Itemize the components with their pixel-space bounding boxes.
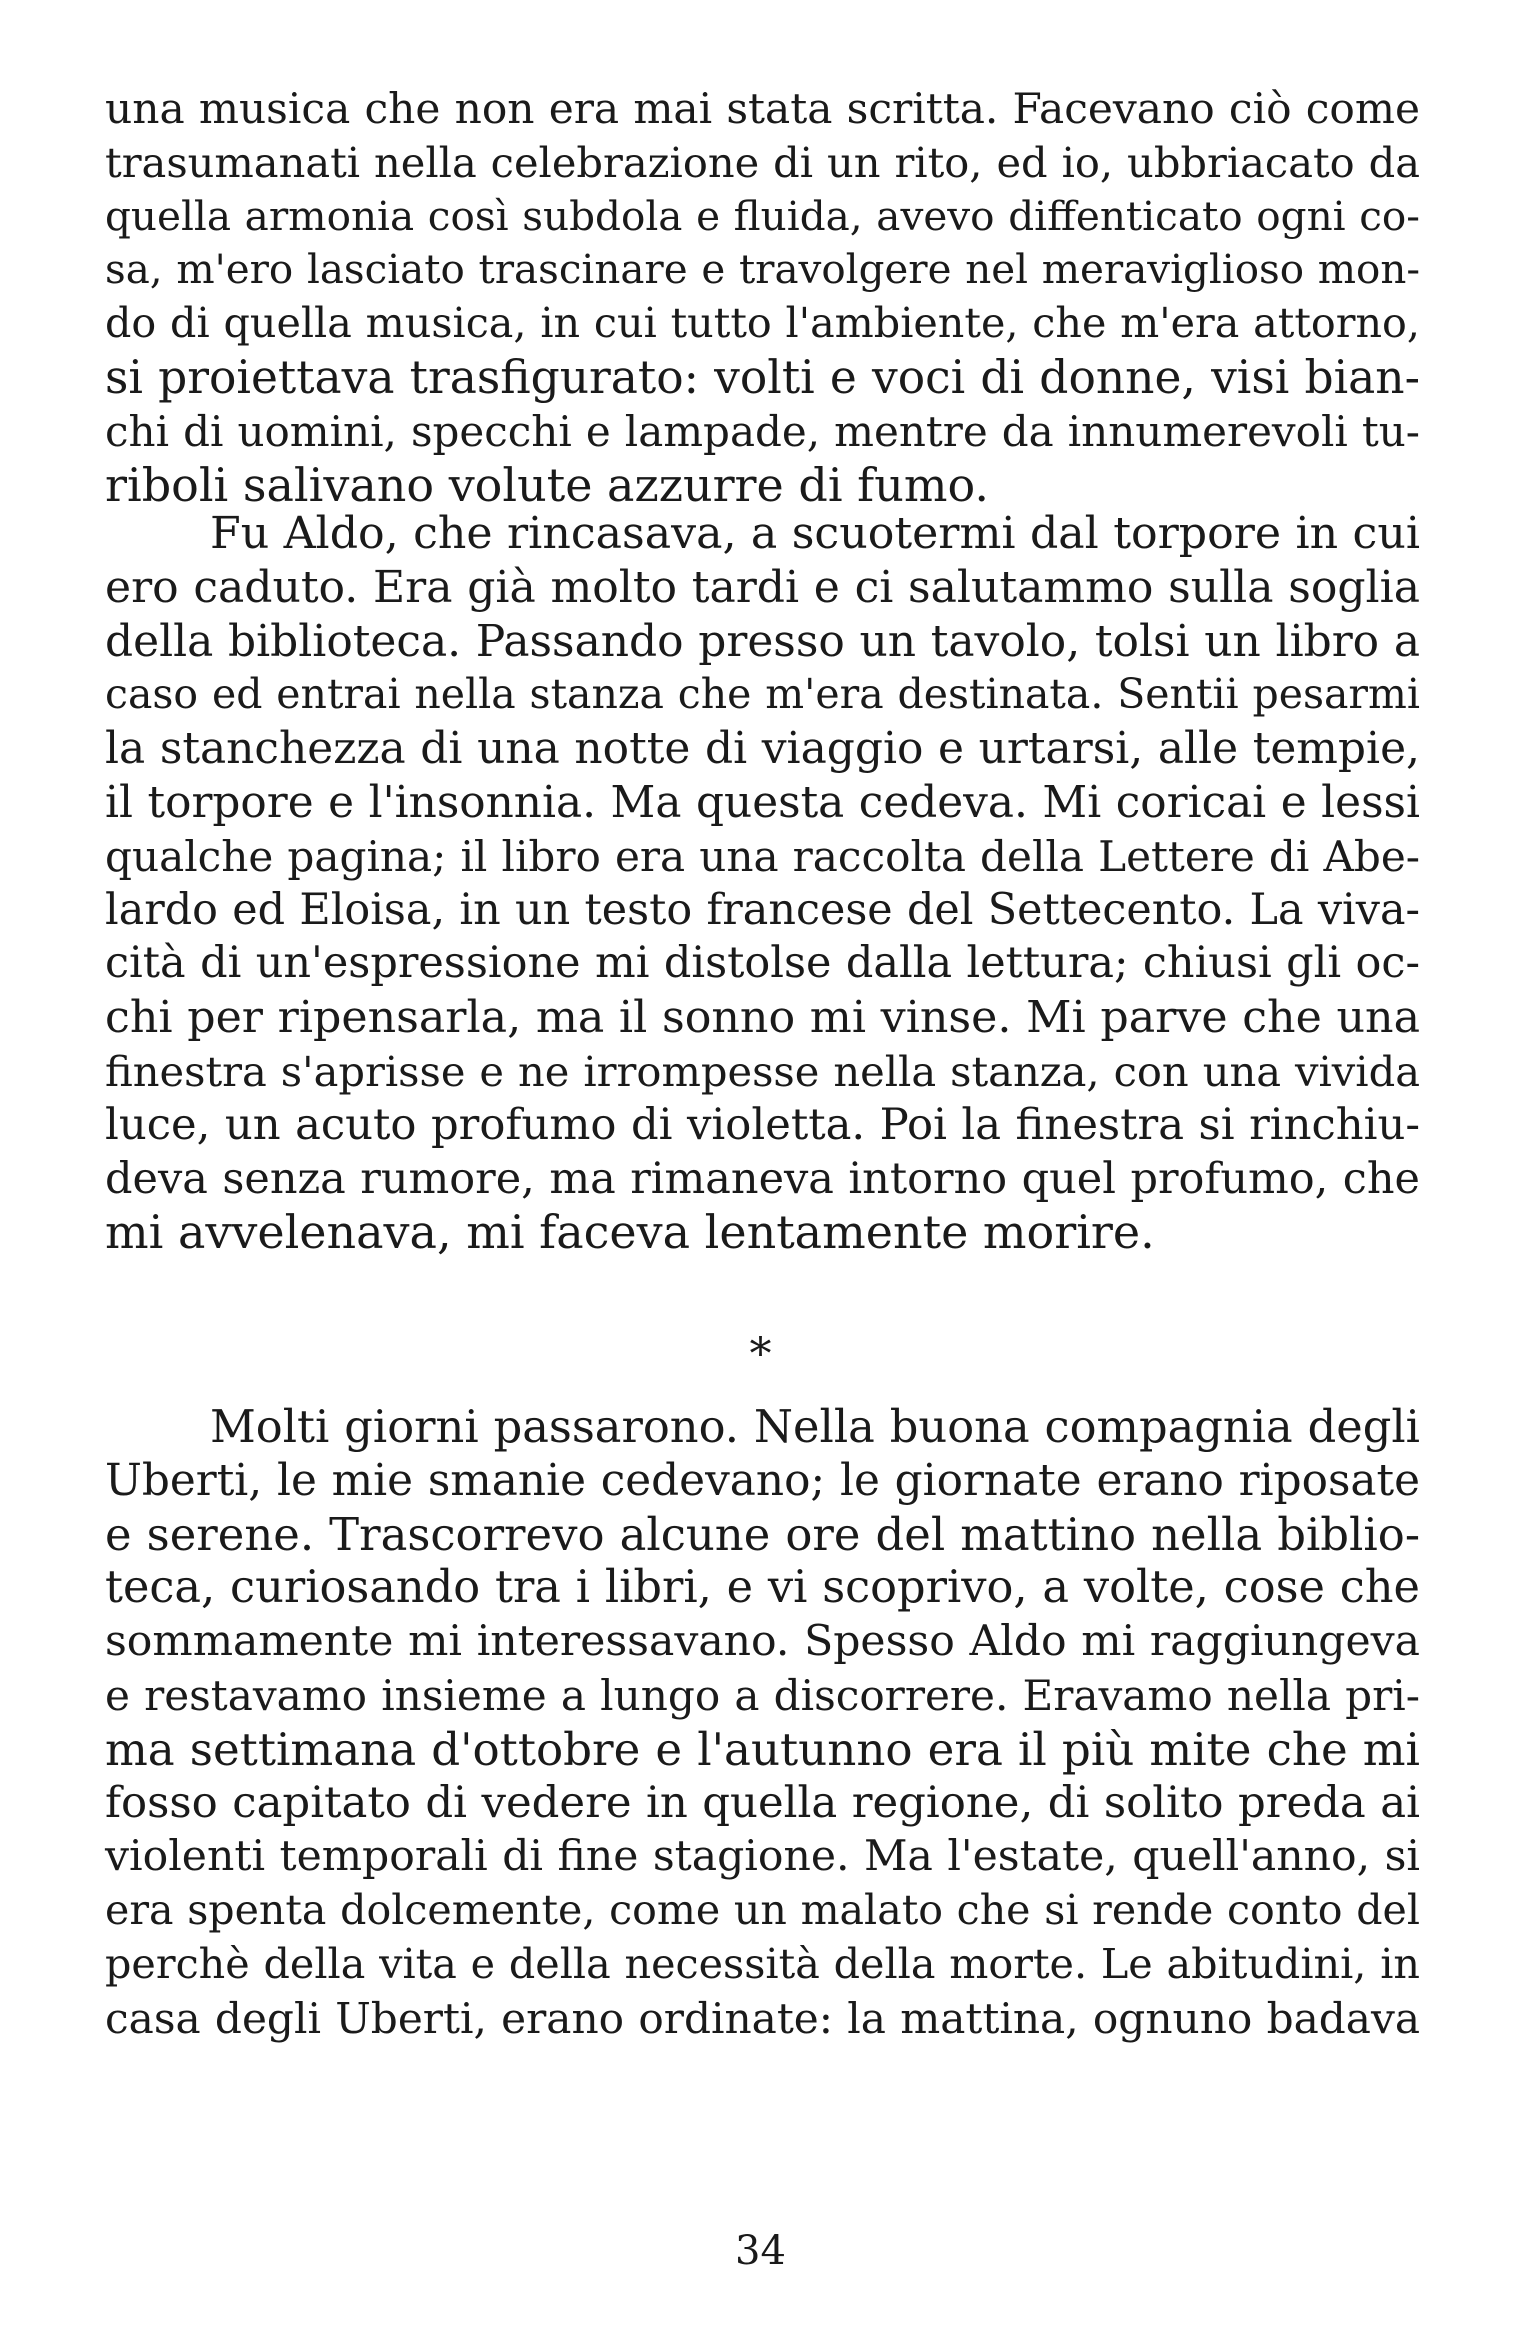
text-line: deva senza rumore, ma rimaneva intorno quel profumo, che	[105, 1153, 1420, 1204]
text-line: mi avvelenava, mi faceva lentamente morire.	[105, 1205, 1155, 1260]
text-line: della biblioteca. Passando presso un tavolo, tolsi un libro a	[105, 615, 1420, 667]
text-line: una musica che non era mai stata scritta. Facevano ciò come	[105, 84, 1420, 133]
text-line: chi di uomini, specchi e lampade, mentre da innumerevoli tu-	[105, 406, 1420, 456]
text-line: e serene. Trascorrevo alcune ore del mattino nella biblio-	[105, 1507, 1420, 1561]
page-number: 34	[735, 2228, 786, 2274]
text-line: lardo ed Eloisa, in un testo francese del Settecento. La viva-	[105, 884, 1420, 935]
text-line: si proiettava trasfigurato: volti e voci di donne, visi bian-	[105, 350, 1420, 404]
text-line: casa degli Uberti, erano ordinate: la mattina, ognuno badava	[105, 1993, 1420, 2043]
paragraph-continuation	[105, 82, 1420, 512]
text-line: la stanchezza di una notte di viaggio e urtarsi, alle tempie,	[105, 723, 1420, 775]
text-line: sommamente mi interessavano. Spesso Aldo mi raggiungeva	[105, 1617, 1420, 1667]
paragraph-molti-giorni	[105, 1400, 1420, 2046]
text-line: finestra s'aprisse e ne irrompesse nella stanza, con una vivida	[105, 1046, 1420, 1096]
text-line: do di quella musica, in cui tutto l'ambiente, che m'era attorno,	[105, 299, 1420, 348]
text-line: fosso capitato di vedere in quella regione, di solito preda ai	[105, 1777, 1420, 1828]
text-line: Uberti, le mie smanie cedevano; le giornate erano riposate	[105, 1454, 1420, 1506]
section-separator: *	[749, 1329, 772, 1380]
text-line: violenti temporali di fine stagione. Ma l'estate, quell'anno, si	[105, 1832, 1420, 1882]
text-line: chi per ripensarla, ma il sonno mi vinse. Mi parve che una	[105, 992, 1420, 1044]
paragraph-aldo	[105, 507, 1420, 1260]
text-line: ero caduto. Era già molto tardi e ci salutammo sulla soglia	[105, 561, 1420, 613]
text-line: era spenta dolcemente, come un malato che si rende conto del	[105, 1886, 1420, 1935]
text-line: e restavamo insieme a lungo a discorrere. Eravamo nella pri-	[105, 1670, 1420, 1720]
text-line: caso ed entrai nella stanza che m'era destinata. Sentii pesarmi	[105, 670, 1420, 719]
text-line: riboli salivano volute azzurre di fumo.	[105, 457, 989, 512]
text-line: trasumanati nella celebrazione di un rito, ed io, ubbriacato da	[105, 137, 1420, 187]
text-line: Molti giorni passarono. Nella buona compagnia degli	[210, 1400, 1420, 1453]
text-line: ma settimana d'ottobre e l'autunno era il più mite che mi	[105, 1722, 1420, 1776]
text-line: teca, curiosando tra i libri, e vi scoprivo, a volte, cose che	[105, 1561, 1420, 1614]
text-line: cità di un'espressione mi distolse dalla lettura; chiusi gli oc-	[105, 938, 1420, 989]
text-line: qualche pagina; il libro era una raccolta della Lettere di Abe-	[105, 831, 1420, 881]
text-line: Fu Aldo, che rincasava, a scuotermi dal torpore in cui	[210, 508, 1420, 559]
text-line: luce, un acuto profumo di violetta. Poi la finestra si rinchiu-	[105, 1099, 1420, 1150]
text-line: sa, m'ero lasciato trascinare e travolgere nel meraviglioso mon-	[105, 246, 1420, 294]
text-line: perchè della vita e della necessità della morte. Le abitudini, in	[105, 1939, 1420, 1988]
text-line: il torpore e l'insonnia. Ma questa cedeva. Mi coricai e lessi	[105, 776, 1420, 828]
text-line: quella armonia così subdola e fluida, avevo diffenticato ogni co-	[105, 191, 1420, 240]
